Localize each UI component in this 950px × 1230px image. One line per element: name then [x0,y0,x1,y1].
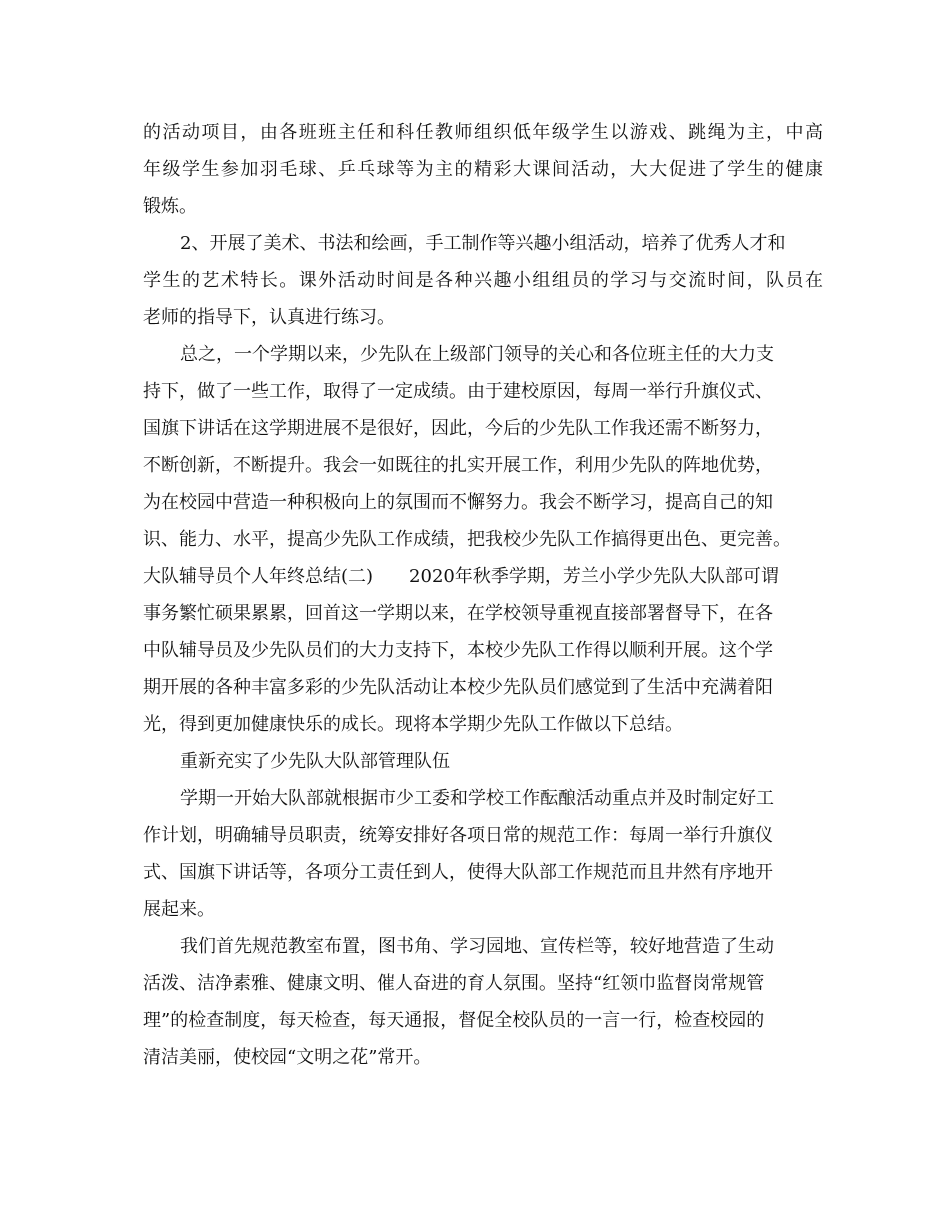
text-line: 老师的指导下，认真进行练习。 [143,307,395,328]
text-line: 锻炼。 [143,196,197,217]
text-line: 期开展的各种丰富多彩的少先队活动让本校少先队员们感觉到了生活中充满着阳 [143,677,773,698]
text-line: 学生的艺术特长。课外活动时间是各种兴趣小组组员的学习与交流时间，队员在 [143,270,823,291]
text-line: 展起来。 [143,899,215,920]
text-line: 的活动项目，由各班班主任和科任教师组织低年级学生以游戏、跳绳为主，中高 [143,122,823,143]
text-line: 清洁美丽，使校园“文明之花”常开。 [143,1047,432,1068]
paragraph-first-line: 2、开展了美术、书法和绘画，手工制作等兴趣小组活动，培养了优秀人才和 [180,233,786,254]
paragraph-first-line: 总之，一个学期以来，少先队在上级部门领导的关心和各位班主任的大力支 [180,344,774,365]
text-line: 理”的检查制度，每天检查，每天通报，督促全校队员的一言一行，检查校园的 [143,1010,765,1031]
text-line: 活泼、洁净素雅、健康文明、催人奋进的育人氛围。坚持“红领巾监督岗常规管 [143,973,765,994]
paragraph-first-line: 我们首先规范教室布置，图书角、学习园地、宣传栏等，较好地营造了生动 [180,936,774,957]
text-line: 国旗下讲话在这学期进展不是很好，因此，今后的少先队工作我还需不断努力， [143,418,773,439]
text-line: 不断创新，不断提升。我会一如既往的扎实开展工作，利用少先队的阵地优势， [143,455,773,476]
text-line: 中队辅导员及少先队员们的大力支持下，本校少先队工作得以顺利开展。这个学 [143,640,773,661]
text-line: 年级学生参加羽毛球、乒乓球等为主的精彩大课间活动，大大促进了学生的健康 [143,159,823,180]
subheading: 重新充实了少先队大队部管理队伍 [180,751,450,772]
text-line: 为在校园中营造一种积极向上的氛围而不懈努力。我会不断学习，提高自己的知 [143,492,773,513]
text-line: 作计划，明确辅导员职责，统筹安排好各项日常的规范工作：每周一举行升旗仪 [143,825,773,846]
text-line: 光，得到更加健康快乐的成长。现将本学期少先队工作做以下总结。 [143,714,683,735]
paragraph-first-line: 学期一开始大队部就根据市少工委和学校工作酝酿活动重点并及时制定好工 [180,788,774,809]
section-heading-line: 大队辅导员个人年终总结(二) 2020年秋季学期，芳兰小学少先队大队部可谓 [143,566,779,587]
text-line: 识、能力、水平，提高少先队工作成绩，把我校少先队工作搞得更出色、更完善。 [143,529,791,550]
text-line: 持下，做了一些工作，取得了一定成绩。由于建校原因，每周一举行升旗仪式、 [143,381,773,402]
text-line: 式、国旗下讲话等，各项分工责任到人，使得大队部工作规范而且井然有序地开 [143,862,773,883]
text-line: 事务繁忙硕果累累，回首这一学期以来，在学校领导重视直接部署督导下，在各 [143,603,773,624]
